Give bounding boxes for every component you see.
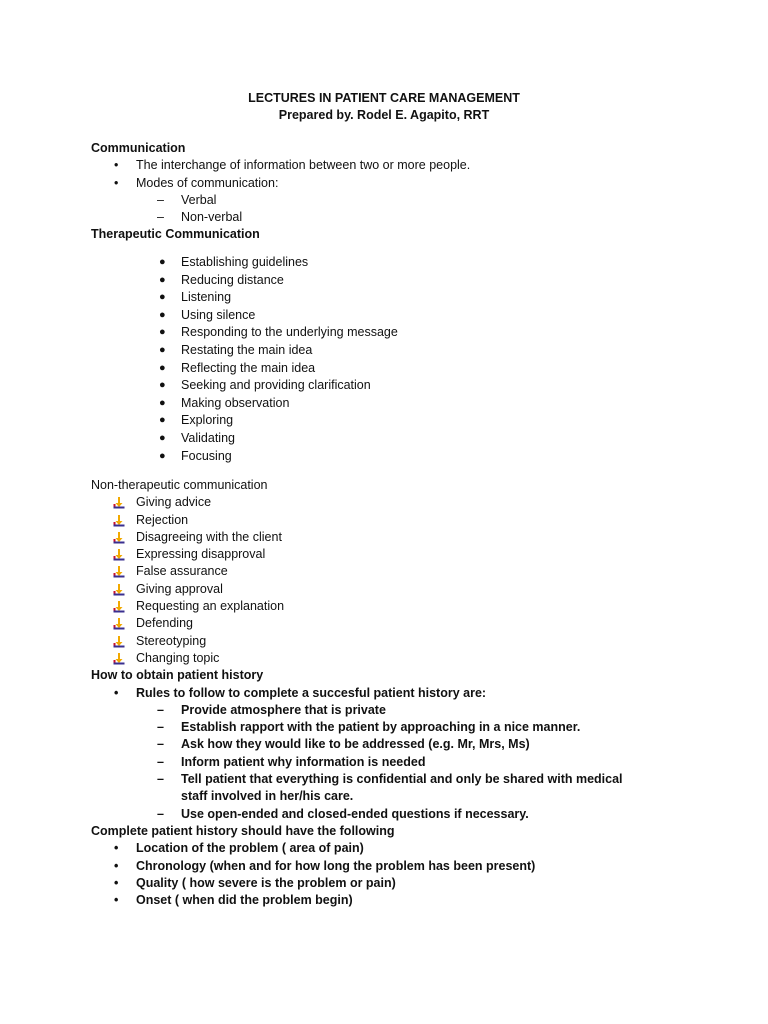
history-rule xyxy=(91,754,691,771)
dash-icon: – xyxy=(157,754,164,769)
therapeutic-heading: Therapeutic Communication xyxy=(91,227,260,242)
therapeutic-item xyxy=(91,360,691,378)
therapeutic-item xyxy=(91,342,691,360)
non-therapeutic-item-text: False assurance xyxy=(136,564,228,579)
history-rules-list xyxy=(91,702,691,823)
therapeutic-item xyxy=(91,324,691,342)
non-therapeutic-item-text: Defending xyxy=(136,616,193,631)
arrow-bullet-icon xyxy=(113,549,125,561)
therapeutic-item-text: Focusing xyxy=(181,448,232,463)
arrow-bullet-icon xyxy=(113,618,125,630)
therapeutic-item xyxy=(91,448,691,466)
dash-icon: – xyxy=(157,192,164,207)
arrow-bullet-icon xyxy=(113,515,125,527)
therapeutic-item-text: Listening xyxy=(181,290,232,305)
therapeutic-item xyxy=(91,412,691,430)
non-therapeutic-item-text: Disagreeing with the client xyxy=(136,529,282,544)
dot-icon: ● xyxy=(159,291,166,304)
mode-text: Non-verbal xyxy=(181,210,243,225)
communication-heading: Communication xyxy=(91,141,186,155)
non-therapeutic-item-text: Stereotyping xyxy=(136,633,207,648)
dot-icon: ● xyxy=(159,343,166,356)
non-therapeutic-item xyxy=(91,563,691,580)
therapeutic-item-text: Making observation xyxy=(181,395,290,410)
non-therapeutic-item-text: Expressing disapproval xyxy=(136,547,266,562)
history-rule-text: Establish rapport with the patient by approaching in a nice manner. xyxy=(181,720,581,735)
complete-history-item-text: Quality ( how severe is the problem or pain) xyxy=(136,875,396,890)
non-therapeutic-item-text: Requesting an explanation xyxy=(136,599,285,614)
non-therapeutic-item-text: Giving advice xyxy=(136,495,212,510)
bullet-icon: • xyxy=(114,685,119,700)
dot-icon: ● xyxy=(159,361,166,374)
arrow-bullet-icon xyxy=(113,584,125,596)
non-therapeutic-item xyxy=(91,615,691,632)
non-therapeutic-item-text: Changing topic xyxy=(136,650,220,665)
dash-icon: – xyxy=(157,806,164,821)
mode-item xyxy=(91,209,691,226)
bullet-icon: • xyxy=(114,858,119,873)
therapeutic-item-text: Responding to the underlying message xyxy=(181,325,398,340)
complete-history-item xyxy=(91,840,691,857)
bullet-icon: • xyxy=(114,158,119,173)
arrow-bullet-icon xyxy=(113,601,125,613)
dot-icon: ● xyxy=(159,449,166,462)
therapeutic-item xyxy=(91,272,691,290)
non-therapeutic-section xyxy=(91,477,691,909)
mode-item xyxy=(91,192,691,209)
bullet-icon: • xyxy=(114,841,119,856)
non-therapeutic-item xyxy=(91,581,691,598)
arrow-bullet-icon xyxy=(113,532,125,544)
bullet-icon: • xyxy=(114,893,119,908)
history-bullet xyxy=(91,685,691,702)
dash-icon: – xyxy=(157,737,164,752)
history-rule-text: Inform patient why information is needed xyxy=(181,754,426,769)
history-rule-text: Use open-ended and closed-ended questions if necessary. xyxy=(181,806,529,821)
complete-history-list xyxy=(91,840,691,909)
history-heading: How to obtain patient history xyxy=(91,668,264,683)
therapeutic-item xyxy=(91,254,691,272)
non-therapeutic-item-text: Giving approval xyxy=(136,581,223,596)
arrow-bullet-icon xyxy=(113,653,125,665)
mode-text: Verbal xyxy=(181,192,217,207)
communication-section xyxy=(91,140,691,244)
history-rule xyxy=(91,806,691,823)
history-rule xyxy=(91,702,691,719)
document-subtitle: Prepared by. Rodel E. Agapito, RRT xyxy=(278,108,490,122)
non-therapeutic-heading: Non-therapeutic communication xyxy=(91,478,268,492)
dash-icon: – xyxy=(157,702,164,717)
non-therapeutic-item xyxy=(91,598,691,615)
therapeutic-item xyxy=(91,377,691,395)
non-therapeutic-list xyxy=(91,494,691,667)
therapeutic-item-text: Seeking and providing clarification xyxy=(181,378,371,393)
dot-icon: ● xyxy=(159,273,166,286)
communication-bullet xyxy=(91,157,691,174)
complete-history-item-text: Chronology (when and for how long the problem has been present) xyxy=(136,858,536,873)
therapeutic-item-text: Reflecting the main idea xyxy=(181,360,316,375)
therapeutic-item-text: Restating the main idea xyxy=(181,342,313,357)
history-rule xyxy=(91,771,691,806)
non-therapeutic-item xyxy=(91,529,691,546)
dot-icon: ● xyxy=(159,308,166,321)
bullet-text: Rules to follow to complete a succesful patient history are: xyxy=(136,685,487,700)
dot-icon: ● xyxy=(159,326,166,339)
complete-history-item xyxy=(91,892,691,909)
therapeutic-item-text: Validating xyxy=(181,430,235,445)
history-rule-text: Provide atmosphere that is private xyxy=(181,702,386,717)
dash-icon: – xyxy=(157,720,164,735)
history-rule xyxy=(91,736,691,753)
dot-icon: ● xyxy=(159,431,166,444)
complete-history-item xyxy=(91,875,691,892)
therapeutic-item xyxy=(91,307,691,325)
non-therapeutic-item xyxy=(91,546,691,563)
history-rule-text: Ask how they would like to be addressed (e.g. Mr, Mrs, Ms) xyxy=(181,737,530,752)
therapeutic-list xyxy=(91,254,691,465)
complete-history-item-text: Location of the problem ( area of pain) xyxy=(136,841,364,856)
bullet-text: Modes of communication: xyxy=(136,175,279,190)
arrow-bullet-icon xyxy=(113,636,125,648)
dot-icon: ● xyxy=(159,396,166,409)
therapeutic-item xyxy=(91,289,691,307)
therapeutic-item-text: Using silence xyxy=(181,307,256,322)
bullet-icon: • xyxy=(114,175,119,190)
complete-history-item xyxy=(91,858,691,875)
non-therapeutic-item xyxy=(91,650,691,667)
complete-history-item-text: Onset ( when did the problem begin) xyxy=(136,893,353,908)
dash-icon: – xyxy=(157,772,164,787)
non-therapeutic-item xyxy=(91,494,691,511)
therapeutic-item-text: Exploring xyxy=(181,413,234,428)
history-rule xyxy=(91,719,691,736)
complete-history-heading: Complete patient history should have the following xyxy=(91,823,395,838)
arrow-bullet-icon xyxy=(113,566,125,578)
therapeutic-item-text: Reducing distance xyxy=(181,272,284,287)
therapeutic-item xyxy=(91,430,691,448)
dash-icon: – xyxy=(157,210,164,225)
dot-icon: ● xyxy=(159,414,166,427)
arrow-bullet-icon xyxy=(113,497,125,509)
history-rule-text: Tell patient that everything is confidential and only be shared with medical staff involved in her/his care. xyxy=(181,772,623,804)
bullet-icon: • xyxy=(114,875,119,890)
therapeutic-item-text: Establishing guidelines xyxy=(181,255,309,269)
therapeutic-item xyxy=(91,395,691,413)
non-therapeutic-item-text: Rejection xyxy=(136,512,189,527)
dot-icon: ● xyxy=(159,256,166,268)
non-therapeutic-item xyxy=(91,633,691,650)
non-therapeutic-item xyxy=(91,512,691,529)
dot-icon: ● xyxy=(159,379,166,392)
bullet-text: The interchange of information between two or more people. xyxy=(136,158,471,173)
communication-bullet xyxy=(91,175,691,192)
document-title: LECTURES IN PATIENT CARE MANAGEMENT xyxy=(248,91,520,105)
